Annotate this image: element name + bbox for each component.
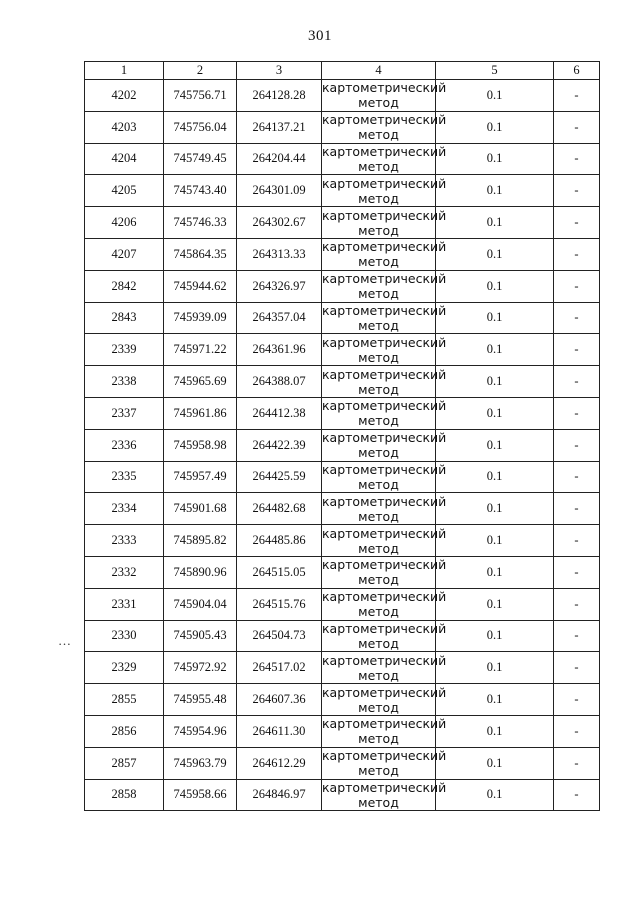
point-id-cell: 2330 xyxy=(85,620,164,652)
method-text-line1: картометрический xyxy=(322,748,447,764)
point-id-cell: 2336 xyxy=(85,429,164,461)
accuracy-cell: 0.1 xyxy=(436,779,554,811)
point-id-cell: 2335 xyxy=(85,461,164,493)
x-coordinate-cell: 745961.86 xyxy=(164,397,237,429)
note-cell: - xyxy=(554,302,600,334)
point-id-cell: 4203 xyxy=(85,111,164,143)
method-text-line2: метод xyxy=(358,95,399,111)
x-coordinate-cell: 745864.35 xyxy=(164,238,237,270)
method-cell xyxy=(322,238,447,270)
note-cell: - xyxy=(554,366,600,398)
note-cell: - xyxy=(554,143,600,175)
note-cell: - xyxy=(554,111,600,143)
method-cell xyxy=(322,270,447,302)
table-row xyxy=(85,207,600,239)
method-text-line1: картометрический xyxy=(322,557,447,573)
accuracy-cell: 0.1 xyxy=(436,715,554,747)
y-coordinate-cell: 264846.97 xyxy=(237,779,322,811)
x-coordinate-cell: 745904.04 xyxy=(164,588,237,620)
accuracy-cell: 0.1 xyxy=(436,684,554,716)
y-coordinate-cell: 264482.68 xyxy=(237,493,322,525)
x-coordinate-cell: 745958.98 xyxy=(164,429,237,461)
y-coordinate-cell: 264357.04 xyxy=(237,302,322,334)
accuracy-cell: 0.1 xyxy=(436,302,554,334)
column-header-2: 2 xyxy=(164,62,237,80)
method-text-line2: метод xyxy=(358,476,399,492)
y-coordinate-cell: 264204.44 xyxy=(237,143,322,175)
x-coordinate-cell: 745971.22 xyxy=(164,334,237,366)
point-id-cell: 2843 xyxy=(85,302,164,334)
accuracy-cell: 0.1 xyxy=(436,429,554,461)
x-coordinate-cell: 745756.04 xyxy=(164,111,237,143)
y-coordinate-cell: 264412.38 xyxy=(237,397,322,429)
x-coordinate-cell: 745901.68 xyxy=(164,493,237,525)
table-row xyxy=(85,556,600,588)
point-id-cell: 4204 xyxy=(85,143,164,175)
method-text-line2: метод xyxy=(358,317,399,333)
table-row xyxy=(85,715,600,747)
y-coordinate-cell: 264485.86 xyxy=(237,525,322,557)
point-id-cell: 2857 xyxy=(85,747,164,779)
table-row xyxy=(85,525,600,557)
point-id-cell: 4206 xyxy=(85,207,164,239)
method-text-line2: метод xyxy=(358,572,399,588)
point-id-cell: 4207 xyxy=(85,238,164,270)
point-id-cell: 2858 xyxy=(85,779,164,811)
method-text-line2: метод xyxy=(358,349,399,365)
y-coordinate-cell: 264301.09 xyxy=(237,175,322,207)
method-text-line2: метод xyxy=(358,127,399,143)
method-cell xyxy=(322,525,447,557)
method-cell xyxy=(322,429,447,461)
accuracy-cell: 0.1 xyxy=(436,461,554,493)
method-text-line1: картометрический xyxy=(322,493,447,509)
method-text-line2: метод xyxy=(358,413,399,429)
method-text-line1: картометрический xyxy=(322,366,447,382)
method-cell xyxy=(322,397,447,429)
y-coordinate-cell: 264302.67 xyxy=(237,207,322,239)
accuracy-cell: 0.1 xyxy=(436,207,554,239)
method-cell xyxy=(322,334,447,366)
method-text-line1: картометрический xyxy=(322,716,447,732)
method-cell xyxy=(322,556,447,588)
method-text-line2: метод xyxy=(358,254,399,270)
method-cell xyxy=(322,175,447,207)
method-text-line2: метод xyxy=(358,540,399,556)
note-cell: - xyxy=(554,429,600,461)
table-row xyxy=(85,747,600,779)
accuracy-cell: 0.1 xyxy=(436,556,554,588)
x-coordinate-cell: 745939.09 xyxy=(164,302,237,334)
y-coordinate-cell: 264607.36 xyxy=(237,684,322,716)
method-text-line1: картометрический xyxy=(322,430,447,446)
note-cell: - xyxy=(554,207,600,239)
column-header-6: 6 xyxy=(554,62,600,80)
x-coordinate-cell: 745895.82 xyxy=(164,525,237,557)
method-text-line1: картометрический xyxy=(322,461,447,477)
accuracy-cell: 0.1 xyxy=(436,747,554,779)
column-header-5: 5 xyxy=(436,62,554,80)
method-text-line2: метод xyxy=(358,222,399,238)
method-text-line2: метод xyxy=(358,604,399,620)
x-coordinate-cell: 745972.92 xyxy=(164,652,237,684)
y-coordinate-cell: 264504.73 xyxy=(237,620,322,652)
method-cell xyxy=(322,715,447,747)
note-cell: - xyxy=(554,684,600,716)
coordinates-table xyxy=(84,61,600,811)
point-id-cell: 2855 xyxy=(85,684,164,716)
note-cell: - xyxy=(554,556,600,588)
accuracy-cell: 0.1 xyxy=(436,493,554,525)
method-cell xyxy=(322,461,447,493)
table-row xyxy=(85,302,600,334)
stray-mark: … xyxy=(58,633,71,648)
method-text-line1: картометрический xyxy=(322,525,447,541)
point-id-cell: 2338 xyxy=(85,366,164,398)
table-row xyxy=(85,429,600,461)
point-id-cell: 2329 xyxy=(85,652,164,684)
method-cell xyxy=(322,493,447,525)
method-text-line2: метод xyxy=(358,635,399,651)
method-text-line2: метод xyxy=(358,158,399,174)
point-id-cell: 2332 xyxy=(85,556,164,588)
method-text-line1: картометрический xyxy=(322,80,447,96)
table-row xyxy=(85,461,600,493)
x-coordinate-cell: 745890.96 xyxy=(164,556,237,588)
accuracy-cell: 0.1 xyxy=(436,397,554,429)
x-coordinate-cell: 745957.49 xyxy=(164,461,237,493)
accuracy-cell: 0.1 xyxy=(436,143,554,175)
method-cell xyxy=(322,652,447,684)
table-body xyxy=(85,80,600,811)
x-coordinate-cell: 745746.33 xyxy=(164,207,237,239)
method-cell xyxy=(322,207,447,239)
accuracy-cell: 0.1 xyxy=(436,588,554,620)
method-cell xyxy=(322,80,447,112)
table-row xyxy=(85,334,600,366)
column-header-3: 3 xyxy=(237,62,322,80)
y-coordinate-cell: 264515.05 xyxy=(237,556,322,588)
method-text-line1: картометрический xyxy=(322,779,447,795)
method-text-line2: метод xyxy=(358,794,399,810)
point-id-cell: 2842 xyxy=(85,270,164,302)
point-id-cell: 2856 xyxy=(85,715,164,747)
note-cell: - xyxy=(554,652,600,684)
method-text-line1: картометрический xyxy=(322,302,447,318)
y-coordinate-cell: 264326.97 xyxy=(237,270,322,302)
accuracy-cell: 0.1 xyxy=(436,620,554,652)
method-text-line2: метод xyxy=(358,667,399,683)
column-header-4: 4 xyxy=(322,62,436,80)
point-id-cell: 2337 xyxy=(85,397,164,429)
x-coordinate-cell: 745965.69 xyxy=(164,366,237,398)
method-text-line1: картометрический xyxy=(322,398,447,414)
header-row xyxy=(85,62,600,80)
method-cell xyxy=(322,747,447,779)
point-id-cell: 4202 xyxy=(85,80,164,112)
table-row xyxy=(85,366,600,398)
method-text-line2: метод xyxy=(358,763,399,779)
point-id-cell: 2331 xyxy=(85,588,164,620)
note-cell: - xyxy=(554,461,600,493)
accuracy-cell: 0.1 xyxy=(436,334,554,366)
method-text-line2: метод xyxy=(358,508,399,524)
table-row xyxy=(85,684,600,716)
method-text-line1: картометрический xyxy=(322,175,447,191)
y-coordinate-cell: 264388.07 xyxy=(237,366,322,398)
y-coordinate-cell: 264361.96 xyxy=(237,334,322,366)
method-cell xyxy=(322,111,447,143)
accuracy-cell: 0.1 xyxy=(436,175,554,207)
note-cell: - xyxy=(554,715,600,747)
y-coordinate-cell: 264517.02 xyxy=(237,652,322,684)
accuracy-cell: 0.1 xyxy=(436,366,554,398)
x-coordinate-cell: 745905.43 xyxy=(164,620,237,652)
method-cell xyxy=(322,684,447,716)
table-row xyxy=(85,80,600,112)
method-text-line1: картометрический xyxy=(322,334,447,350)
method-text-line1: картометрический xyxy=(322,207,447,223)
method-cell xyxy=(322,143,447,175)
note-cell: - xyxy=(554,238,600,270)
x-coordinate-cell: 745954.96 xyxy=(164,715,237,747)
page-number: 301 xyxy=(308,28,332,44)
table-row xyxy=(85,620,600,652)
method-text-line2: метод xyxy=(358,445,399,461)
x-coordinate-cell: 745963.79 xyxy=(164,747,237,779)
table-row xyxy=(85,493,600,525)
table-row xyxy=(85,175,600,207)
point-id-cell: 2333 xyxy=(85,525,164,557)
note-cell: - xyxy=(554,620,600,652)
accuracy-cell: 0.1 xyxy=(436,80,554,112)
table-header xyxy=(85,62,600,80)
column-header-1: 1 xyxy=(85,62,164,80)
accuracy-cell: 0.1 xyxy=(436,652,554,684)
x-coordinate-cell: 745756.71 xyxy=(164,80,237,112)
y-coordinate-cell: 264137.21 xyxy=(237,111,322,143)
table-row xyxy=(85,779,600,811)
y-coordinate-cell: 264611.30 xyxy=(237,715,322,747)
accuracy-cell: 0.1 xyxy=(436,525,554,557)
accuracy-cell: 0.1 xyxy=(436,238,554,270)
note-cell: - xyxy=(554,779,600,811)
x-coordinate-cell: 745958.66 xyxy=(164,779,237,811)
note-cell: - xyxy=(554,80,600,112)
method-text-line1: картометрический xyxy=(322,589,447,605)
method-cell xyxy=(322,588,447,620)
method-text-line2: метод xyxy=(358,190,399,206)
method-text-line2: метод xyxy=(358,699,399,715)
note-cell: - xyxy=(554,334,600,366)
method-text-line1: картометрический xyxy=(322,239,447,255)
note-cell: - xyxy=(554,270,600,302)
method-cell xyxy=(322,779,447,811)
y-coordinate-cell: 264515.76 xyxy=(237,588,322,620)
x-coordinate-cell: 745955.48 xyxy=(164,684,237,716)
table-row xyxy=(85,270,600,302)
y-coordinate-cell: 264612.29 xyxy=(237,747,322,779)
table-row xyxy=(85,397,600,429)
x-coordinate-cell: 745743.40 xyxy=(164,175,237,207)
point-id-cell: 2334 xyxy=(85,493,164,525)
x-coordinate-cell: 745944.62 xyxy=(164,270,237,302)
method-text-line2: метод xyxy=(358,731,399,747)
method-cell xyxy=(322,620,447,652)
x-coordinate-cell: 745749.45 xyxy=(164,143,237,175)
note-cell: - xyxy=(554,588,600,620)
note-cell: - xyxy=(554,747,600,779)
table-row xyxy=(85,588,600,620)
method-text-line1: картометрический xyxy=(322,112,447,128)
note-cell: - xyxy=(554,397,600,429)
method-text-line1: картометрический xyxy=(322,143,447,159)
y-coordinate-cell: 264422.39 xyxy=(237,429,322,461)
table-row xyxy=(85,111,600,143)
point-id-cell: 2339 xyxy=(85,334,164,366)
table-row xyxy=(85,652,600,684)
y-coordinate-cell: 264128.28 xyxy=(237,80,322,112)
y-coordinate-cell: 264425.59 xyxy=(237,461,322,493)
note-cell: - xyxy=(554,175,600,207)
accuracy-cell: 0.1 xyxy=(436,270,554,302)
table-row xyxy=(85,143,600,175)
point-id-cell: 4205 xyxy=(85,175,164,207)
y-coordinate-cell: 264313.33 xyxy=(237,238,322,270)
method-text-line1: картометрический xyxy=(322,271,447,287)
method-text-line2: метод xyxy=(358,286,399,302)
method-text-line1: картометрический xyxy=(322,684,447,700)
note-cell: - xyxy=(554,493,600,525)
method-text-line2: метод xyxy=(358,381,399,397)
method-cell xyxy=(322,302,447,334)
accuracy-cell: 0.1 xyxy=(436,111,554,143)
method-cell xyxy=(322,366,447,398)
table-row xyxy=(85,238,600,270)
note-cell: - xyxy=(554,525,600,557)
method-text-line1: картометрический xyxy=(322,620,447,636)
method-text-line1: картометрический xyxy=(322,652,447,668)
